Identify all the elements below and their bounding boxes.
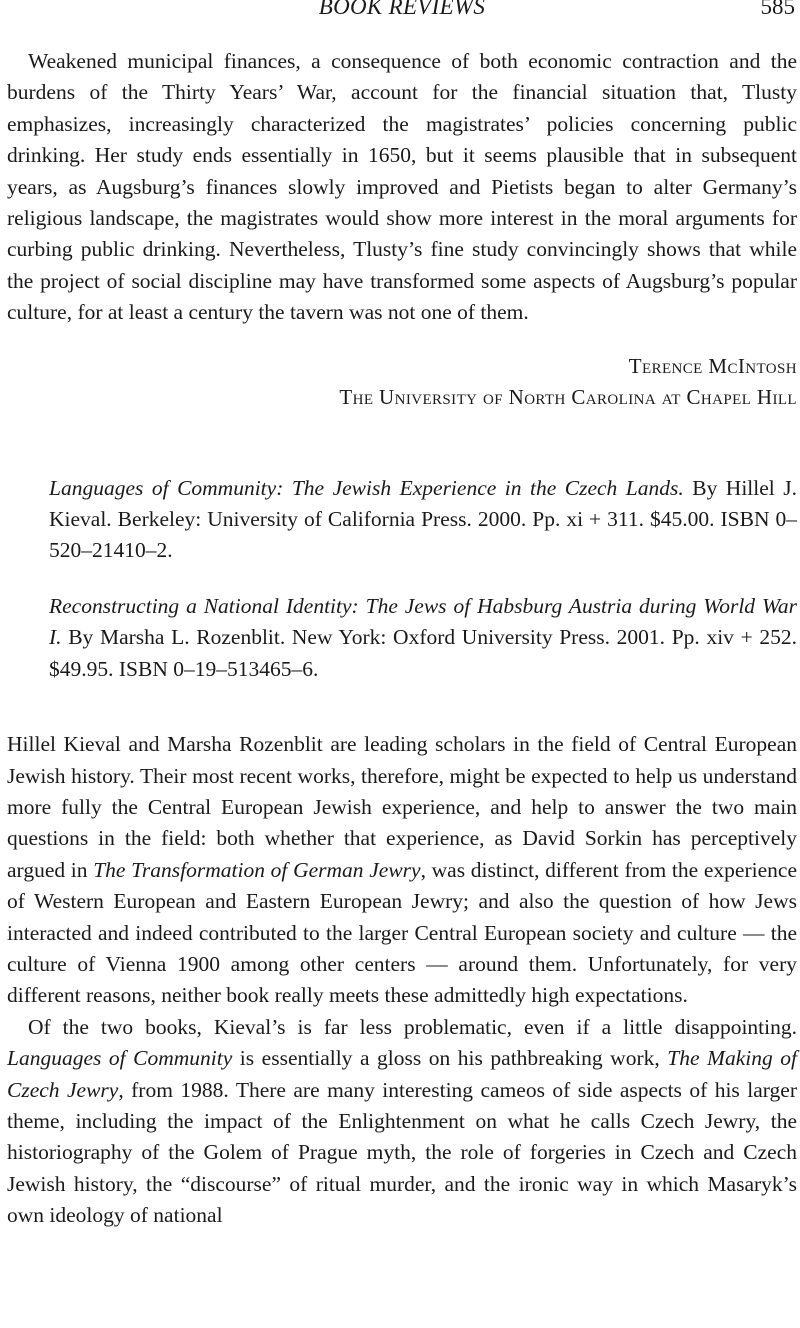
- book-title: Languages of Community: The Jewish Experience in the Czech Lands.: [49, 475, 684, 500]
- book-title: Reconstructing a National Identity: The Jews of Habsburg Austria during World War I.: [49, 593, 797, 650]
- book-citation-2: [49, 591, 797, 685]
- journal-page: [7, 0, 797, 1232]
- review1-closing-paragraph: Weakened municipal finances, a consequence of both economic contraction and the burdens of the Thirty Years’ War, account for the financial situation that, Tlusty emphasizes, increasingly characterized the magistrates’ policies concerning public drinking. Her study ends essentially in 1650, but it seems plausible that in subsequent years, as Augsburg’s finances slowly improved and Pietists began to alter Germany’s religious landscape, the magistrates would show more interest in the moral arguments for curbing public drinking. Nevertheless, Tlusty’s fine study convincingly shows that while the project of social discipline may have transformed some aspects of Augsburg’s popular culture, for at least a century the tavern was not one of them.: [7, 49, 797, 325]
- page-number: 585: [760, 0, 795, 19]
- book-details: By Hillel J. Kieval. Berkeley: University of California Press. 2000. Pp. xi + 311. $45.00. ISBN 0–520–21410–2.: [49, 475, 797, 563]
- running-title: BOOK REVIEWS: [318, 0, 486, 19]
- reviewer-affiliation: The University of North Carolina at Chapel Hill: [339, 384, 797, 409]
- italic-book-title: Languages of Community: [7, 1046, 233, 1071]
- book-details: By Marsha L. Rozenblit. New York: Oxford University Press. 2001. Pp. xiv + 252. $49.95. ISBN 0–19–513465–6.: [49, 625, 797, 681]
- book-citation-1: [49, 473, 797, 567]
- italic-book-title: The Transformation of German Jewry: [93, 857, 421, 882]
- reviewer-name: Terence McIntosh: [628, 353, 797, 378]
- italic-book-title: The Making of Czech Jewry: [7, 1046, 797, 1102]
- review2-paragraph-2: Of the two books, Kieval’s is far less problematic, even if a little disappointing. Languages of Community is essentially a gloss on his pathbreaking work, The Making of Czech Jewry, from 1988. There are many interesting cameos of side aspects of his larger theme, including the impact of the Enlightenment on what he calls Czech Jewry, the historiography of the Golem of Prague myth, the role of forgeries in Czech and Czech Jewish history, the “discourse” of ritual murder, and the ironic way in which Masaryk’s own ideology of national: [7, 1014, 797, 1228]
- running-header: [7, 0, 797, 32]
- review2-paragraph-1: Hillel Kieval and Marsha Rozenblit are leading scholars in the field of Central European Jewish history. Their most recent works, therefore, might be expected to help us understand more fully the Central European Jewish experience, and help to answer the two main questions in the field: both whether that experience, as David Sorkin has perceptively argued in The Transformation of German Jewry, was distinct, different from the experience of Western European and Eastern European Jewry; and also the question of how Jews interacted and indeed contributed to the larger Central European society and culture — the culture of Vienna 1900 among other centers — around them. Unfortunately, for very different reasons, neither book really meets these admittedly high expectations.: [7, 732, 797, 1008]
